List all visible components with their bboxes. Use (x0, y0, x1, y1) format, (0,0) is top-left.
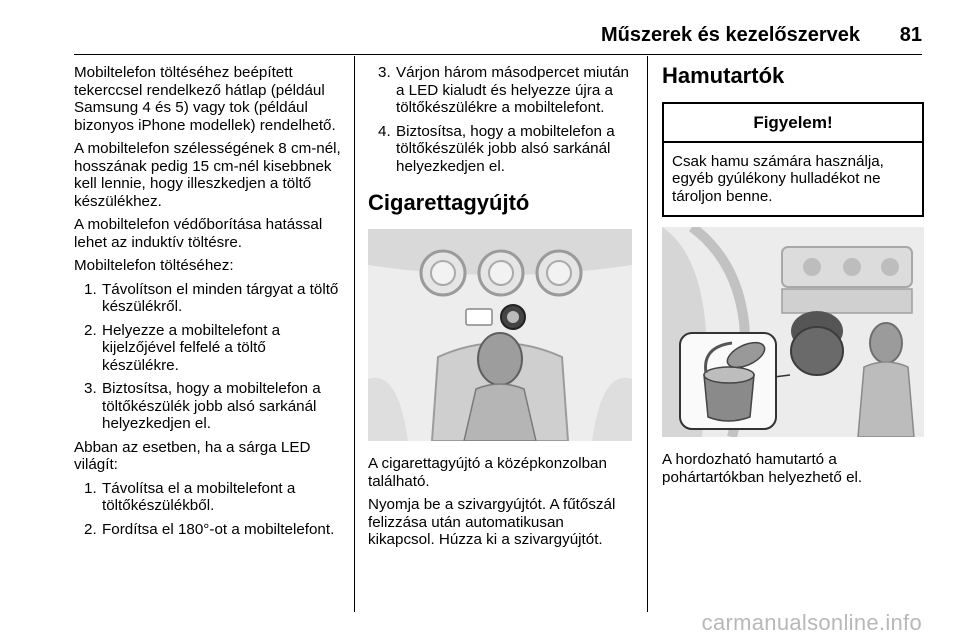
ashtray-illustration (662, 227, 924, 437)
step-text: Biztosítsa, hogy a mobiltelefon a töltőkészülék jobb alsó sarkánál helyezkedjen el. (102, 380, 321, 432)
step-number: 2. (84, 321, 97, 339)
paragraph: Mobiltelefon töltéséhez beépített tekerccsel rendelkező hátlap (például Samsung 4 és 5) vagy tok (például bizonyos iPhone modellek) rendelhető. (74, 64, 336, 134)
page-section-title: Műszerek és kezelőszervek (600, 24, 860, 46)
list-item (368, 64, 634, 117)
column-divider-2 (647, 56, 648, 612)
list-item (74, 281, 344, 316)
step-number: 3. (378, 64, 391, 81)
list-item (74, 480, 344, 515)
paragraph: A cigarettagyújtó a középkonzolban található. (368, 455, 607, 490)
step-number: 4. (378, 122, 391, 140)
paragraph: A mobiltelefon szélességének 8 cm-nél, hosszának pedig 15 cm-nél kisebbnek kell lennie, hogy illeszkedjen a töltő készülékhez. (74, 140, 341, 210)
step-number: 3. (84, 380, 97, 397)
watermark: carmanualsonline.info (701, 610, 922, 635)
right-column (662, 64, 924, 492)
warning-title: Figyelem! (664, 104, 922, 143)
page-number: 81 (899, 24, 922, 46)
led-steps-list (74, 480, 344, 539)
step-text: Távolítsa el a mobiltelefont a töltőkészülékből. (102, 479, 296, 514)
middle-column (368, 64, 634, 555)
section-heading: Cigarettagyújtó (368, 190, 530, 215)
column-divider-1 (354, 56, 355, 612)
step-text: Távolítson el minden tárgyat a töltő készülékről. (102, 280, 339, 315)
left-column (74, 64, 344, 544)
warning-text: Csak hamu számára használja, egyéb gyúlékony hulladékot ne tároljon benne. (672, 152, 884, 205)
paragraph: Abban az esetben, ha a sárga LED világít: (74, 438, 311, 473)
list-item (74, 322, 344, 375)
step-text: Várjon három másodpercet miután a LED kialudt és helyezze újra a töltőkészülékre a mobiltelefont. (396, 64, 629, 116)
step-text: Helyezze a mobiltelefont a kijelzőjével felfelé a töltő készülékre. (102, 321, 281, 374)
list-item (368, 123, 634, 176)
step-number: 1. (84, 280, 97, 298)
list-item (74, 521, 344, 539)
step-number: 2. (84, 520, 97, 538)
paragraph: A mobiltelefon védőborítása hatással lehet az induktív töltésre. (74, 216, 323, 251)
paragraph: A hordozható hamutartó a pohártartókban helyezhető el. (662, 451, 863, 486)
cigarette-lighter-illustration (368, 229, 632, 441)
step-text: Biztosítsa, hogy a mobiltelefon a töltőkészülék jobb alsó sarkánál helyezkedjen el. (396, 122, 615, 175)
paragraph: Mobiltelefon töltéséhez: (74, 257, 234, 274)
paragraph: Nyomja be a szivargyújtót. A fűtőszál felizzása után automatikusan kikapcsol. Húzza ki a szivargyújtót. (368, 496, 616, 548)
header-rule (74, 54, 922, 55)
warning-box (662, 102, 924, 217)
list-item (74, 380, 344, 433)
ashtray-drawing (662, 227, 924, 437)
continued-steps-list (368, 64, 634, 175)
step-text: Fordítsa el 180°-ot a mobiltelefont. (102, 520, 335, 538)
step-number: 1. (84, 479, 97, 497)
dashboard-console-drawing (368, 229, 632, 441)
section-heading: Hamutartók (662, 63, 785, 88)
charging-steps-list (74, 281, 344, 433)
